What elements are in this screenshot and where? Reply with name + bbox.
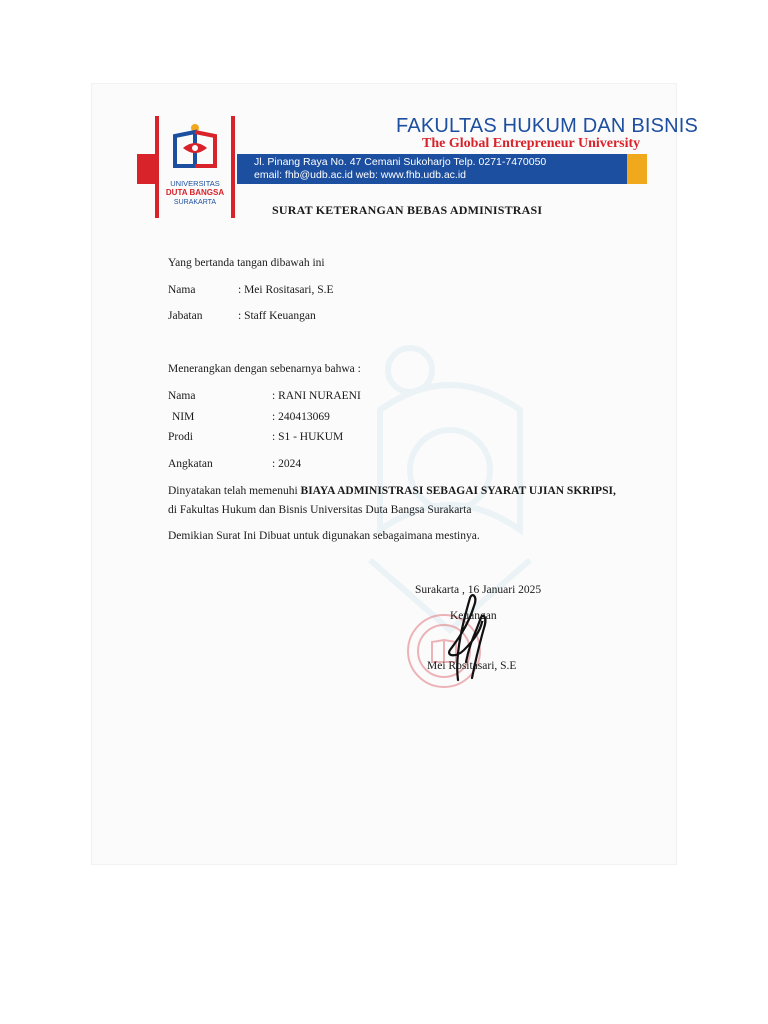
student-name-value: : RANI NURAENI bbox=[272, 390, 361, 402]
student-angkatan-value: : 2024 bbox=[272, 458, 302, 470]
faculty-address: Jl. Pinang Raya No. 47 Cemani Sukoharjo Telp. 0271-7470050 bbox=[254, 156, 547, 168]
student-prodi-label: Prodi bbox=[168, 431, 193, 443]
statement-intro: Menerangkan dengan sebenarnya bahwa : bbox=[168, 363, 361, 375]
faculty-contact: email: fhb@udb.ac.id web: www.fhb.udb.ac.id bbox=[254, 169, 467, 181]
logo-red-bar-right bbox=[231, 116, 235, 218]
declaration-prefix: Dinyatakan telah memenuhi bbox=[168, 485, 301, 497]
db-emblem-icon bbox=[169, 122, 221, 172]
letterhead-red-band bbox=[137, 154, 155, 184]
student-prodi-value: : S1 - HUKUM bbox=[272, 431, 344, 443]
logo-red-bar-left bbox=[155, 116, 159, 218]
student-nim-label: NIM bbox=[172, 411, 195, 423]
faculty-name: FAKULTAS HUKUM DAN BISNIS bbox=[396, 115, 699, 137]
place-date: Surakarta , 16 Januari 2025 bbox=[415, 584, 542, 596]
declaration-line-1 bbox=[168, 486, 616, 498]
student-name-label: Nama bbox=[168, 390, 196, 402]
signer-position-value: : Staff Keuangan bbox=[238, 310, 316, 322]
university-tagline: The Global Entrepreneur University bbox=[422, 136, 641, 151]
declaration-bold: BIAYA ADMINISTRASI SEBAGAI SYARAT UJIAN SKRIPSI, bbox=[300, 485, 616, 497]
logo-text-duta-bangsa: DUTA BANGSA bbox=[165, 188, 225, 197]
student-angkatan-label: Angkatan bbox=[168, 458, 213, 470]
closing-text: Demikian Surat Ini Dibuat untuk digunakan sebagaimana mestinya. bbox=[168, 530, 480, 542]
university-logo bbox=[155, 116, 235, 218]
signer-name-value: : Mei Rositasari, S.E bbox=[238, 284, 334, 296]
signer-name-label: Nama bbox=[168, 284, 196, 296]
signer-role: Keuangan bbox=[450, 610, 497, 622]
document-title: SURAT KETERANGAN BEBAS ADMINISTRASI bbox=[272, 203, 543, 217]
logo-text-surakarta: SURAKARTA bbox=[173, 199, 217, 206]
handwritten-signature-icon bbox=[436, 592, 496, 684]
signer-name: Mei Rositasari, S.E bbox=[427, 660, 517, 672]
logo-text-universitas: UNIVERSITAS bbox=[170, 179, 220, 188]
signer-position-label: Jabatan bbox=[168, 310, 203, 322]
letterhead-yellow-band bbox=[627, 154, 647, 184]
student-nim-value: : 240413069 bbox=[272, 411, 330, 423]
intro-text: Yang bertanda tangan dibawah ini bbox=[168, 257, 325, 269]
declaration-line-2: di Fakultas Hukum dan Bisnis Universitas Duta Bangsa Surakarta bbox=[168, 504, 472, 516]
